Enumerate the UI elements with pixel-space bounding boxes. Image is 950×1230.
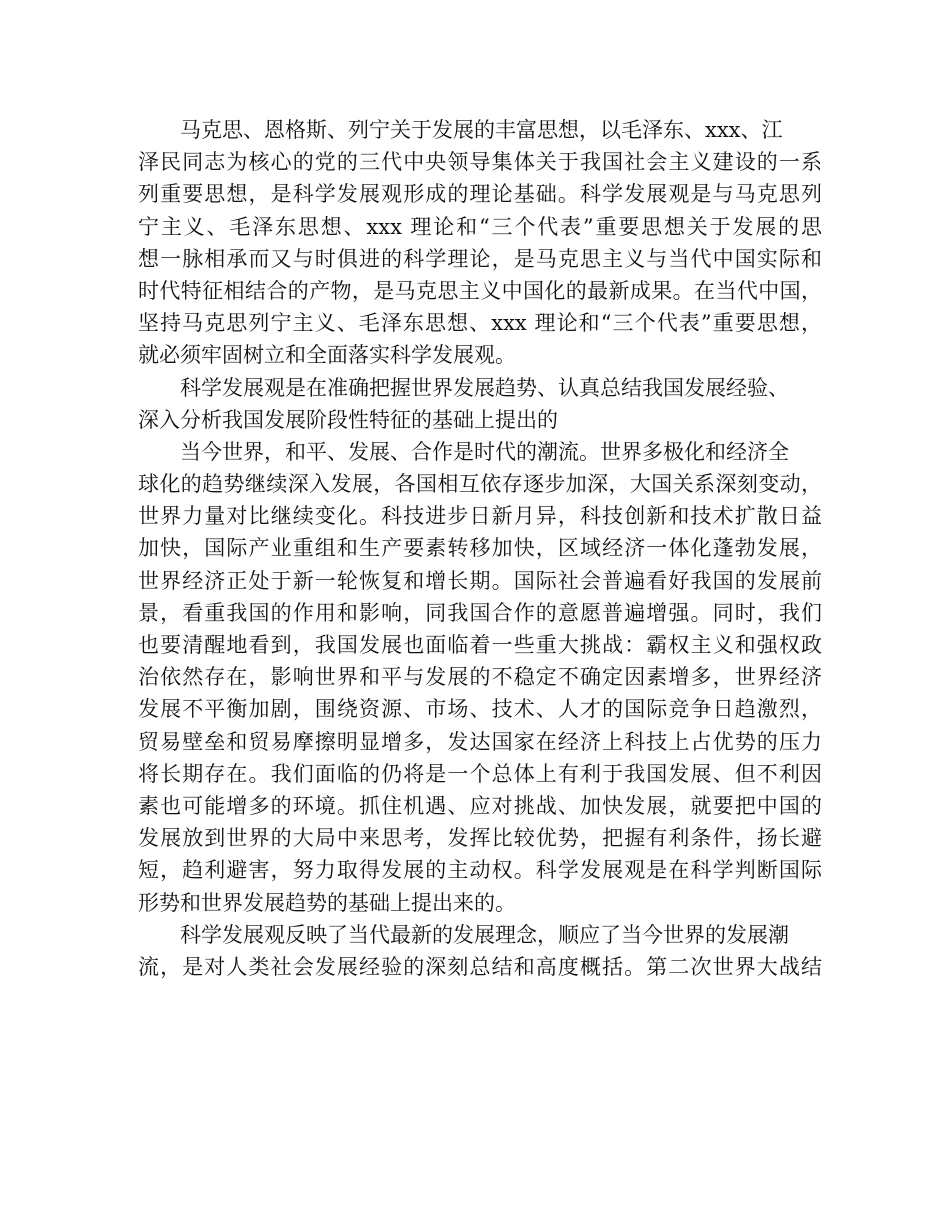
text-line: 发展不平衡加剧，围绕资源、市场、技术、人才的国际竞争日趋激烈， [138,697,822,722]
paragraph-4 [138,919,822,983]
text-line: 素也可能增多的环境。抓住机遇、应对挑战、加快发展，就要把中国的 [138,793,822,818]
text-line: 世界力量对比继续变化。科技进步日新月异，科技创新和技术扩散日益 [138,504,822,529]
document-body [138,114,822,983]
text-line: 治依然存在，影响世界和平与发展的不稳定不确定因素增多，世界经济 [138,665,822,690]
text-line: 科学发展观反映了当代最新的发展理念，顺应了当今世界的发展潮 [180,922,789,947]
text-line: 想一脉相承而又与时俱进的科学理论，是马克思主义与当代中国实际和 [138,246,822,271]
text-line: 短，趋利避害，努力取得发展的主动权。科学发展观是在科学判断国际 [138,858,822,883]
text-line: 也要清醒地看到，我国发展也面临着一些重大挑战：霸权主义和强权政 [138,633,822,657]
text-line: 马克思、恩格斯、列宁关于发展的丰富思想，以毛泽东、xxx、江 [180,118,783,142]
text-line: 时代特征相结合的产物，是马克思主义中国化的最新成果。在当代中国， [138,278,822,303]
text-line: 科学发展观是在准确把握世界发展趋势、认真总结我国发展经验、 [180,375,789,400]
text-line: 世界经济正处于新一轮恢复和增长期。国际社会普遍看好我国的发展前 [138,568,822,593]
text-line: 列重要思想，是科学发展观形成的理论基础。科学发展观是与马克思列 [138,182,822,207]
paragraph-1 [138,114,822,372]
text-line: 当今世界，和平、发展、合作是时代的潮流。世界多极化和经济全 [180,439,789,464]
paragraph-3 [138,436,822,919]
text-line: 加快，国际产业重组和生产要素转移加快，区域经济一体化蓬勃发展， [138,536,822,561]
text-line: 贸易壁垒和贸易摩擦明显增多，发达国家在经济上科技上占优势的压力 [138,729,822,754]
text-line: 球化的趋势继续深入发展，各国相互依存逐步加深，大国关系深刻变动， [138,472,822,497]
text-line: 就必须牢固树立和全面落实科学发展观。 [138,343,516,368]
text-line: 坚持马克思列宁主义、毛泽东思想、xxx 理论和“三个代表”重要思想， [138,311,822,336]
text-line: 深入分析我国发展阶段性特征的基础上提出的 [138,407,558,432]
text-line: 流，是对人类社会发展经验的深刻总结和高度概括。第二次世界大战结 [138,954,822,979]
text-line: 将长期存在。我们面临的仍将是一个总体上有利于我国发展、但不利因 [138,761,822,786]
text-line: 泽民同志为核心的党的三代中央领导集体关于我国社会主义建设的一系 [138,150,822,175]
text-line: 形势和世界发展趋势的基础上提出来的。 [138,890,516,915]
paragraph-2 [138,372,822,436]
text-line: 发展放到世界的大局中来思考，发挥比较优势，把握有利条件，扬长避 [138,826,822,851]
text-line: 宁主义、毛泽东思想、xxx 理论和“三个代表”重要思想关于发展的思 [138,214,822,239]
text-line: 景，看重我国的作用和影响，同我国合作的意愿普遍增强。同时，我们 [138,600,822,625]
